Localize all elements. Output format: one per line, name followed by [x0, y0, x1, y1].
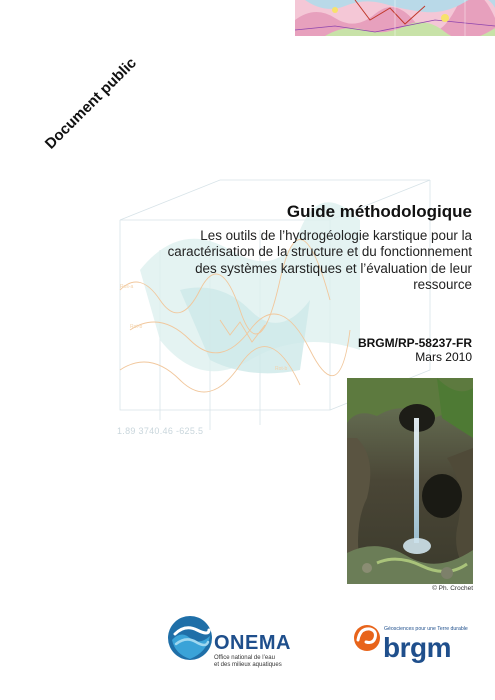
photo-credit: © Ph. Crochet	[432, 585, 473, 592]
report-number: BRGM/RP-58237-FR	[357, 336, 472, 350]
brgm-tagline: Géosciences pour une Terre durable	[384, 626, 468, 632]
subtitle-line: ressource	[413, 277, 472, 293]
page-title: Guide méthodologique	[286, 202, 472, 221]
onema-tagline-line: Office national de l’eau	[214, 655, 275, 661]
onema-name: ONEMA	[214, 632, 291, 654]
onema-tagline	[214, 655, 304, 669]
subtitle-line: des systèmes karstiques et l’évaluation de leur	[195, 260, 472, 276]
subtitle	[112, 228, 472, 294]
waterfall-photo	[347, 378, 473, 584]
svg-text:Ros-a: Ros-a	[120, 284, 134, 290]
onema-wave-logo-icon	[167, 612, 213, 664]
svg-text:Rot-b: Rot-b	[275, 366, 288, 372]
document-public-stamp: Document public	[41, 54, 140, 153]
background-coordinates-text: 1.89 3740.46 -625.5	[117, 426, 204, 436]
geologic-map-strip	[295, 0, 495, 36]
svg-text:Rot-b: Rot-b	[130, 324, 143, 330]
brgm-name: brgm	[383, 632, 451, 663]
brgm-swirl-logo-icon	[352, 618, 382, 658]
report-date: Mars 2010	[415, 350, 472, 364]
subtitle-line: caractérisation de la structure et du fonctionnement	[167, 244, 472, 260]
onema-tagline-line: et des milieux aquatiques	[214, 662, 282, 668]
subtitle-line: Les outils de l’hydrogéologie karstique pour la	[200, 228, 472, 243]
